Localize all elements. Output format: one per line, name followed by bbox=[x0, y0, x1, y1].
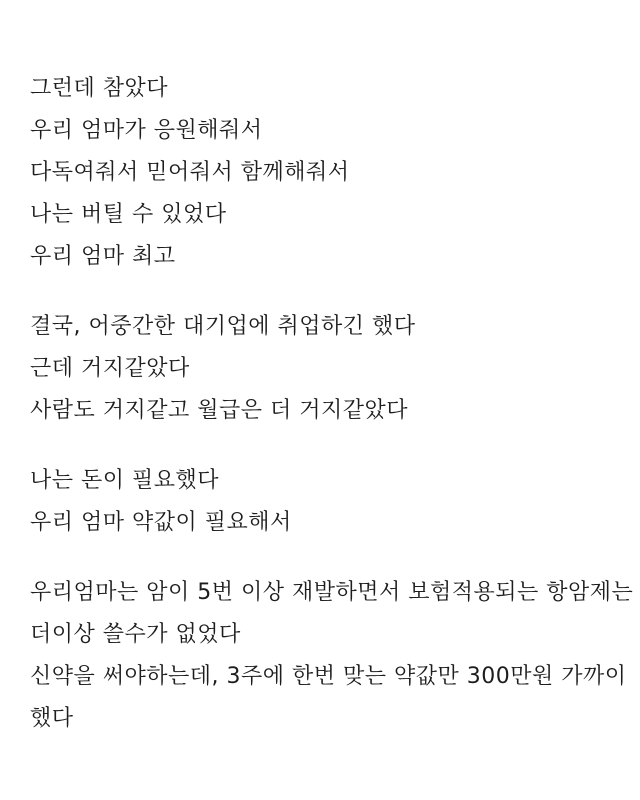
paragraph bbox=[30, 306, 616, 432]
text-line: 나는 돈이 필요했다 bbox=[30, 468, 220, 493]
text-line: 우리 엄마 약값이 필요해서 bbox=[30, 510, 292, 535]
paragraph bbox=[30, 460, 616, 544]
text-body bbox=[30, 68, 634, 740]
text-line: 그런데 참았다 bbox=[30, 76, 169, 101]
text-line: 결국, 어중간한 대기업에 취업하긴 했다 bbox=[30, 314, 416, 339]
text-line: 사람도 거지같고 월급은 더 거지같았다 bbox=[30, 398, 409, 423]
text-line: 했다 bbox=[30, 706, 74, 731]
text-line: 우리 엄마가 응원해줘서 bbox=[30, 118, 263, 143]
text-line: 다독여줘서 믿어줘서 함께해줘서 bbox=[30, 160, 350, 185]
text-line: 더이상 쓸수가 없었다 bbox=[30, 622, 241, 647]
text-line: 우리 엄마 최고 bbox=[30, 244, 176, 269]
text-line: 근데 거지같았다 bbox=[30, 356, 190, 381]
text-line: 나는 버틸 수 있었다 bbox=[30, 202, 227, 227]
paragraph bbox=[30, 68, 616, 278]
text-line: 신약을 써야하는데, 3주에 한번 맞는 약값만 300만원 가까이 bbox=[30, 664, 627, 689]
paragraph bbox=[30, 572, 634, 740]
text-line: 우리엄마는 암이 5번 이상 재발하면서 보험적용되는 항암제는 bbox=[30, 580, 634, 605]
